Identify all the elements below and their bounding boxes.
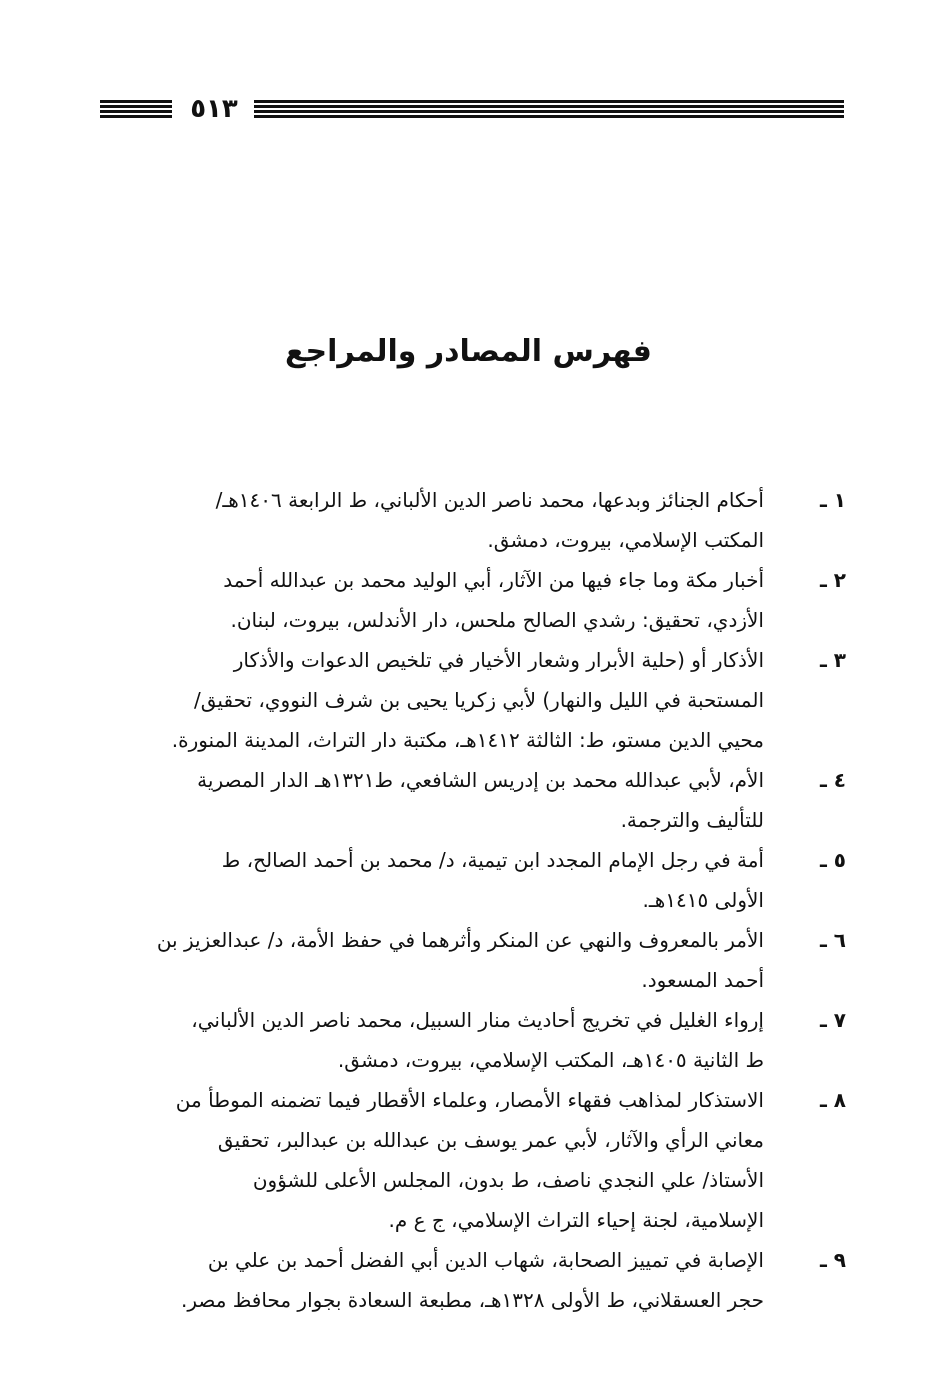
reference-entry xyxy=(96,1240,846,1320)
entry-line: الأم، لأبي عبدالله محمد بن إدريس الشافعي، ط١٣٢١هـ الدار المصرية xyxy=(197,768,764,792)
reference-entry xyxy=(96,1000,846,1080)
page-title: فهرس المصادر والمراجع xyxy=(285,334,652,369)
reference-entry xyxy=(96,1080,846,1240)
entry-number: ٩ ـ xyxy=(819,1248,846,1272)
page-header xyxy=(100,96,844,124)
reference-entry xyxy=(96,760,846,840)
header-rule-left xyxy=(100,100,172,120)
entry-line: محيي الدين مستو، ط: الثالثة ١٤١٢هـ، مكتبة دار التراث، المدينة المنورة. xyxy=(171,728,764,752)
entry-line: الإسلامية، لجنة إحياء التراث الإسلامي، ج ع م. xyxy=(388,1208,764,1232)
entry-line: المكتب الإسلامي، بيروت، دمشق. xyxy=(487,528,764,552)
entry-line: ط الثانية ١٤٠٥هـ، المكتب الإسلامي، بيروت، دمشق. xyxy=(337,1048,764,1072)
reference-entry xyxy=(96,480,846,560)
entry-number: ٣ ـ xyxy=(819,648,846,672)
entry-line: أحمد المسعود. xyxy=(641,968,764,992)
entry-number: ٧ ـ xyxy=(819,1008,846,1032)
entry-line: أخبار مكة وما جاء فيها من الآثار، أبي الوليد محمد بن عبدالله أحمد xyxy=(223,568,764,592)
page-number: ٥١٣ xyxy=(190,94,238,124)
entry-line: الاستذكار لمذاهب فقهاء الأمصار، وعلماء الأقطار فيما تضمنه الموطأ من xyxy=(175,1088,764,1112)
reference-entry xyxy=(96,560,846,640)
entry-line: الأستاذ/ علي النجدي ناصف، ط بدون، المجلس الأعلى للشؤون xyxy=(252,1168,764,1192)
entry-line: أحكام الجنائز وبدعها، محمد ناصر الدين الألباني، ط الرابعة ١٤٠٦هـ/ xyxy=(215,488,764,512)
entry-number: ٨ ـ xyxy=(819,1088,846,1112)
entry-line: الأذكار أو (حلية الأبرار وشعار الأخيار في تلخيص الدعوات والأذكار xyxy=(233,648,764,672)
entry-line: للتأليف والترجمة. xyxy=(620,808,764,832)
entry-line: إرواء الغليل في تخريج أحاديث منار السبيل، محمد ناصر الدين الألباني، xyxy=(191,1008,764,1032)
entry-line: الأولى ١٤١٥هـ. xyxy=(642,888,764,912)
reference-entry xyxy=(96,840,846,920)
entry-number: ٢ ـ xyxy=(819,568,846,592)
entry-line: الأزدي، تحقيق: رشدي الصالح ملحس، دار الأندلس، بيروت، لبنان. xyxy=(230,608,764,632)
entry-number: ٥ ـ xyxy=(819,848,846,872)
entry-line: أمة في رجل الإمام المجدد ابن تيمية، د/ محمد بن أحمد الصالح، ط xyxy=(221,848,764,872)
references-list xyxy=(96,480,846,1320)
entry-line: المستحبة في الليل والنهار) لأبي زكريا يحيى بن شرف النووي، تحقيق/ xyxy=(194,688,764,712)
entry-number: ٤ ـ xyxy=(819,768,846,792)
entry-number: ١ ـ xyxy=(819,488,846,512)
reference-entry xyxy=(96,920,846,1000)
entry-line: الأمر بالمعروف والنهي عن المنكر وأثرهما في حفظ الأمة، د/ عبدالعزيز بن xyxy=(156,928,764,952)
entry-number: ٦ ـ xyxy=(819,928,846,952)
entry-line: معاني الرأي والآثار، لأبي عمر يوسف بن عبدالله بن عبدالبر، تحقيق xyxy=(217,1128,764,1152)
entry-line: الإصابة في تمييز الصحابة، شهاب الدين أبي الفضل أحمد بن علي بن xyxy=(207,1248,764,1272)
entry-line: حجر العسقلاني، ط الأولى ١٣٢٨هـ، مطبعة السعادة بجوار محافظ مصر. xyxy=(180,1288,764,1312)
reference-entry xyxy=(96,640,846,760)
header-rule-right xyxy=(254,100,844,120)
